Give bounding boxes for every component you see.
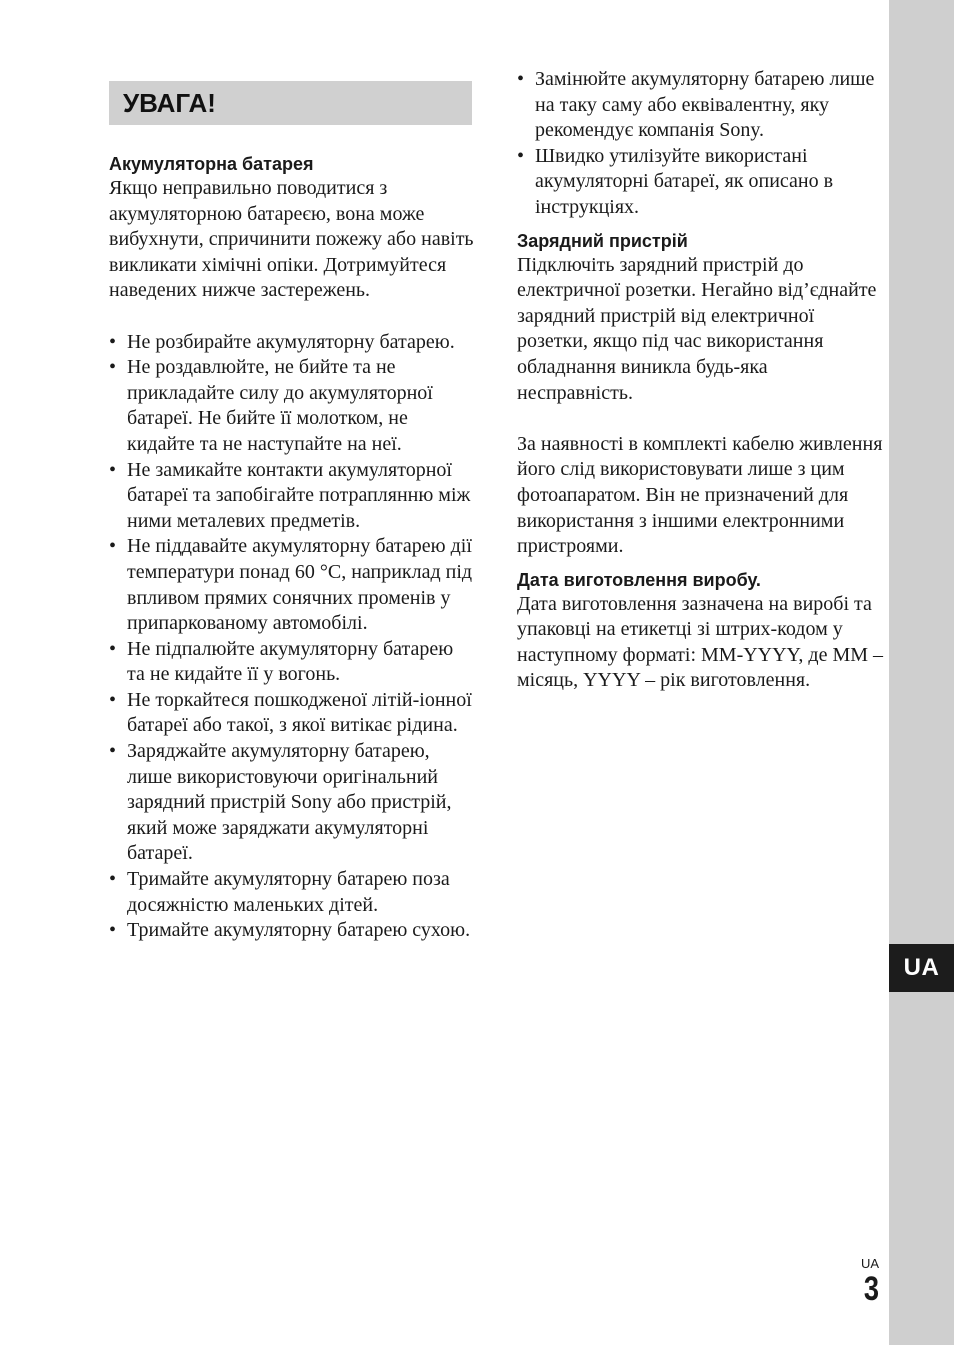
battery-warning-list bbox=[109, 330, 474, 944]
spacer bbox=[517, 221, 887, 229]
page-number: 3 bbox=[863, 1270, 879, 1308]
spacer bbox=[517, 406, 887, 432]
list-item: • Тримайте акумуляторну батарею сухою. bbox=[109, 918, 474, 944]
language-tab: UA bbox=[889, 944, 954, 992]
list-item: • Не замикайте контакти акумуляторної батареї та запобігайте потраплянню між ними металевих предметів. bbox=[109, 458, 474, 535]
list-item: • Замінюйте акумуляторну батарею лише на таку саму або еквівалентну, яку рекомендує компанія Sony. bbox=[517, 67, 887, 144]
page-language-label: UA bbox=[860, 1256, 879, 1271]
battery-intro: Якщо неправильно поводитися з акумуляторною батареєю, вона може вибухнути, спричинити пожежу або навіть викликати хімічні опіки. Дотримуйтеся наведених нижче застережень. bbox=[109, 177, 474, 302]
side-strip bbox=[889, 0, 954, 1345]
list-item: • Не підпалюйте акумуляторну батарею та не кидайте її у вогонь. bbox=[109, 637, 474, 688]
warning-title: УВАГА! bbox=[123, 88, 216, 118]
list-item: • Не розбирайте акумуляторну батарею. bbox=[109, 330, 474, 356]
manufacture-date-paragraph: Дата виготовлення зазначена на виробі та упаковці на етикетці зі штрих-кодом у наступному форматі: MM-YYYY, де MM – місяць, YYYY – рік виготовлення. bbox=[517, 592, 884, 692]
spacer bbox=[109, 304, 474, 330]
list-item: • Не роздавлюйте, не бийте та не прикладайте силу до акумуляторної батареї. Не бийте її молотком, не кидайте та не наступайте на неї. bbox=[109, 355, 474, 457]
warning-bar bbox=[109, 81, 472, 125]
left-column bbox=[109, 152, 474, 944]
battery-warning-list-continued bbox=[517, 67, 887, 221]
battery-heading: Акумуляторна батарея bbox=[109, 154, 314, 174]
list-item: • Не торкайтеся пошкодженої літій-іонної батареї або такої, з якої витікає рідина. bbox=[109, 688, 474, 739]
spacer bbox=[517, 560, 887, 568]
charger-heading: Зарядний пристрій bbox=[517, 230, 688, 251]
list-item: • Не піддавайте акумуляторну батарею дії температури понад 60 °C, наприклад під впливом прямих сонячних променів у припаркованому автомобілі. bbox=[109, 534, 474, 636]
manufacture-date-heading: Дата виготовлення виробу. bbox=[517, 569, 761, 590]
list-item: • Тримайте акумуляторну батарею поза досяжністю маленьких дітей. bbox=[109, 867, 474, 918]
power-cable-paragraph: За наявності в комплекті кабелю живлення його слід використовувати лише з цим фотоапаратом. Він не призначений для використання з іншими електронними пристроями. bbox=[517, 432, 883, 558]
charger-paragraph: Підключіть зарядний пристрій до електричної розетки. Негайно від’єднайте зарядний пристрій від електричної розетки, якщо під час використання обладнання виникла будь-яка несправність. bbox=[517, 253, 877, 404]
list-item: • Заряджайте акумуляторну батарею, лише використовуючи оригінальний зарядний пристрій Sony або пристрій, який може заряджати акумуляторні батареї. bbox=[109, 739, 474, 867]
right-column bbox=[517, 67, 887, 694]
list-item: • Швидко утилізуйте використані акумуляторні батареї, як описано в інструкціях. bbox=[517, 144, 887, 221]
